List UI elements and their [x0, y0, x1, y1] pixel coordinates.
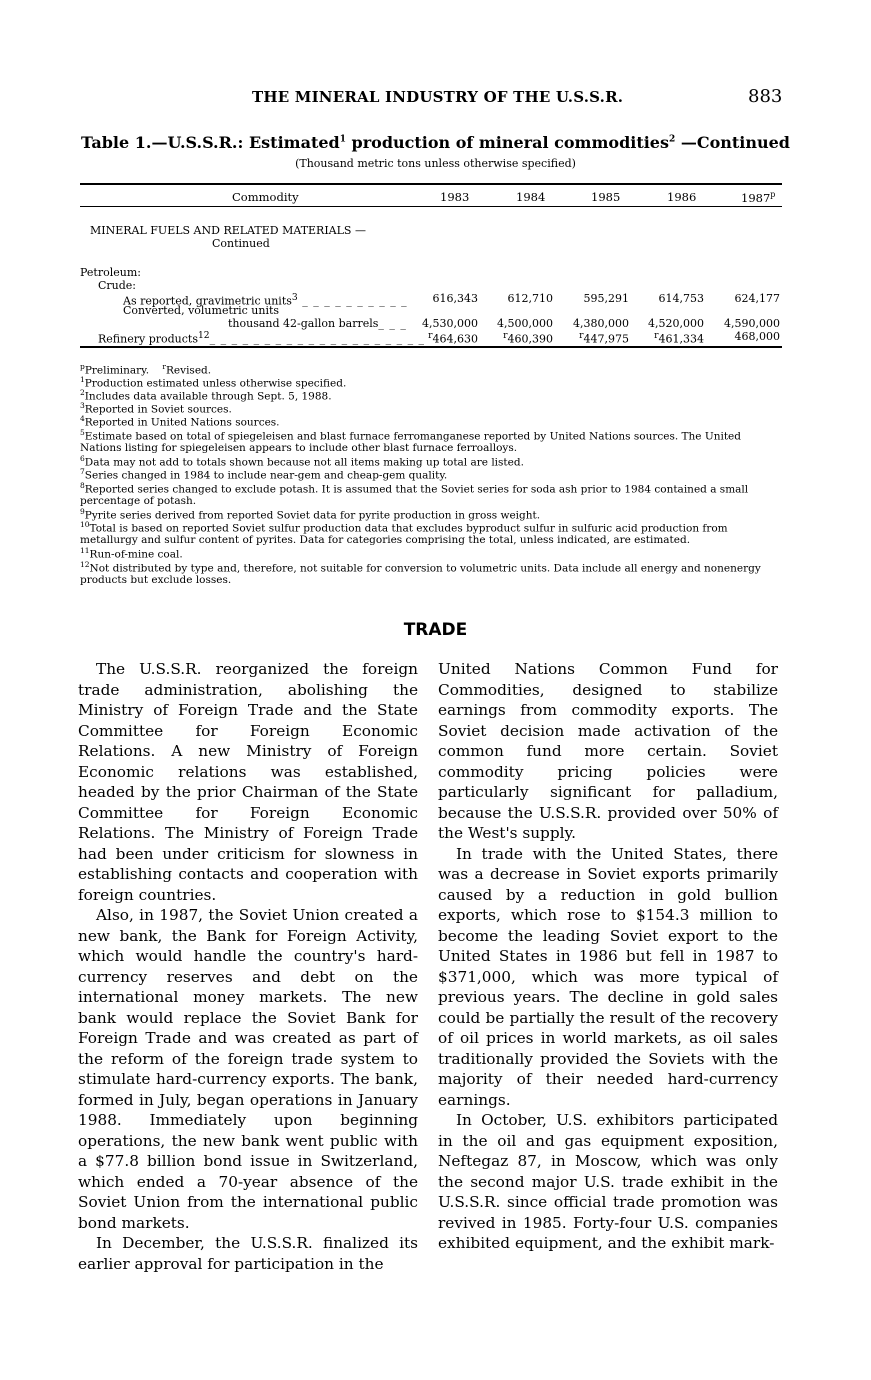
footnote [80, 519, 782, 547]
footnote-text: Includes data available through Sept. 5, 1988. [84, 390, 332, 403]
footnote-marker: 7 [80, 467, 85, 476]
footnote [80, 480, 782, 508]
table-title-part: production of mineral commodities [345, 133, 669, 152]
paragraph: In October, U.S. exhibitors participated in the oil and gas equipment exposition, Neftegaz 87, in Moscow, which was only the second major U.S. trade exhibit in the U.S.S.R. since official trade promotion was revived in 1985. Forty-four U.S. companies exhibited equipment, and the exhibit mark- [438, 1111, 778, 1252]
revised-marker: r [503, 330, 508, 341]
column-header-1985: 1985 [591, 190, 621, 204]
column-header-commodity: Commodity [232, 190, 299, 204]
footnote-marker: 1 [80, 375, 85, 384]
table-cell: 4,520,000 [648, 317, 704, 330]
section-label: MINERAL FUELS AND RELATED MATERIALS — [90, 224, 366, 237]
footnote-text: Not distributed by type and, therefore, not suitable for conversion to volumetric units. Data include all energy and nonenergy products but exclude losses. [80, 562, 761, 586]
table-cell [624, 330, 704, 346]
revised-marker: r [654, 330, 659, 341]
paragraph: In December, the U.S.S.R. finalized its earlier approval for participation in the [78, 1234, 418, 1273]
footnote-marker: 2 [80, 388, 85, 397]
footnote-text: Pyrite series derived from reported Soviet data for pyrite production in gross weight. [84, 509, 541, 522]
footnote-text: Reported in Soviet sources. [84, 403, 232, 416]
table-cell: 4,530,000 [422, 317, 478, 330]
paragraph: The U.S.S.R. reorganized the foreign trade administration, abolishing the Ministry of Foreign Trade and the State Committee for Foreign Economic Relations. A new Ministry of Foreign Economic relations was established, headed by the prior Chairman of the State Committee for Foreign Economic Relations. The Ministry of Foreign Trade had been under criticism for slowness in establishing contacts and cooperation with foreign countries. [78, 660, 418, 904]
row-group-petroleum: Petroleum: [80, 266, 141, 279]
footnote-text: Production estimated unless otherwise specified. [84, 377, 347, 390]
table-cell: 4,380,000 [573, 317, 629, 330]
table-title-part: —Continued [675, 133, 790, 152]
row-label-text: As reported, gravimetric units [123, 294, 292, 308]
table-cell [549, 330, 629, 346]
table-cell: 4,500,000 [497, 317, 553, 330]
footnote-marker: 12 [80, 560, 90, 569]
table-cell: 616,343 [432, 292, 478, 305]
footnote-marker: 10 [80, 520, 90, 529]
revised-marker: r [428, 330, 433, 341]
table-header-rule [80, 206, 782, 207]
footnote [80, 427, 782, 455]
row-label-converted: Converted, volumetric units [123, 304, 280, 317]
table-cell-value: 447,975 [583, 332, 629, 346]
column-header-year: 1987 [741, 190, 771, 205]
row-label-text: Refinery products [98, 332, 198, 346]
footnote-ref: 3 [291, 292, 298, 303]
footnote-marker: 4 [80, 414, 85, 423]
table-cell: 624,177 [734, 292, 780, 305]
footnote-text: Reported series changed to exclude potash. It is assumed that the Soviet series for soda ash prior to 1984 contained a small percentage of potash. [80, 483, 749, 507]
section-label-continued: Continued [212, 237, 270, 250]
dot-leader: _ _ _ _ _ _ _ _ _ _ [297, 294, 408, 308]
footnote-text: Run-of-mine coal. [89, 548, 183, 561]
table-cell [473, 330, 553, 346]
page-number: 883 [748, 86, 783, 107]
paragraph: Also, in 1987, the Soviet Union created a new bank, the Bank for Foreign Activity, which would handle the country's hard-currency reserves and debt on the international money markets. The new bank would replace the Soviet Bank for Foreign Trade and was created as part of the reform of the foreign trade system to stimulate hard-currency exports. The bank, formed in July, began operations in January 1988. Immediately upon beginning operations, the new bank went public with a $77.8 billion bond issue in Switzerland, which ended a 70-year absence of the Soviet Union from the international public bond markets. [78, 906, 418, 1232]
revised-marker: r [579, 330, 584, 341]
table-cell: 468,000 [734, 330, 780, 343]
footnote-text: Data may not add to totals shown because not all items making up total are listed. [84, 456, 524, 469]
column-header-1986: 1986 [667, 190, 697, 204]
footnote-text: Reported in United Nations sources. [84, 416, 280, 429]
footnote-text: Series changed in 1984 to include near-gem and cheap-gem quality. [84, 469, 448, 482]
column-header-1987 [741, 190, 775, 205]
table-cell: 4,590,000 [724, 317, 780, 330]
paragraph: In trade with the United States, there was a decrease in Soviet exports primarily caused by a reduction in gold bullion exports, which rose to $154.3 million to become the leading Soviet export to the United States in 1986 but fell in 1987 to $371,000, which was more typical of previous years. The decline in gold sales could be partially the result of the recovery of oil prices in world markets, as oil sales traditionally provided the Soviets with the majority of their needed hard-currency earnings. [438, 844, 778, 1109]
table-cell-value: 461,334 [658, 332, 704, 346]
table-cell: 595,291 [583, 292, 629, 305]
footnote [80, 559, 782, 587]
row-label-text: thousand 42-gallon barrels [228, 317, 379, 330]
dot-leader: _ _ _ _ _ _ _ _ _ _ _ _ _ _ _ _ _ _ _ _ [209, 332, 426, 346]
footnote-text: Estimate based on total of spiegeleisen and blast furnace ferromanganese reported by United Nations sources. The United Nations listing for spiegeleisen appears to include other blast furnace ferroalloys. [80, 430, 741, 454]
footnote-marker: p [80, 362, 85, 371]
footnote-marker: r [162, 362, 167, 371]
dot-leader: _ _ _ [378, 317, 407, 330]
column-header-1984: 1984 [516, 190, 546, 204]
table-title [0, 133, 871, 152]
footnote-ref: p [770, 190, 776, 199]
footnote-ref: 1 [339, 134, 346, 145]
footnote-ref: 12 [197, 330, 210, 341]
table-bottom-rule [80, 346, 782, 348]
footnote-marker: 5 [80, 428, 85, 437]
footnote-marker: 6 [80, 454, 85, 463]
footnote-text: Revised. [166, 364, 212, 377]
footnote-text: Preliminary. [84, 364, 150, 377]
footnote-marker: 8 [80, 481, 85, 490]
body-column-left [78, 659, 418, 1274]
column-header-1983: 1983 [440, 190, 470, 204]
table-top-rule [80, 183, 782, 185]
footnote-marker: 11 [80, 546, 90, 555]
row-group-crude: Crude: [98, 279, 137, 292]
paragraph-continued: United Nations Common Fund for Commodities, designed to stabilize earnings from commodity exports. The Soviet decision made activation of the common fund more certain. Soviet commodity pricing policies were particularly significant for palladium, because the U.S.S.R. provided over 50% of the West's supply. [438, 660, 778, 842]
footnote-text: Total is based on reported Soviet sulfur production data that excludes byproduct sulfur in sulfuric acid production from metallurgy and sulfur content of pyrites. Data for categories comprising the total, unless indicated, are estimated. [80, 522, 728, 546]
body-column-right [438, 659, 778, 1254]
table-units: (Thousand metric tons unless otherwise specified) [295, 157, 576, 170]
row-label-refinery [98, 330, 425, 346]
table-title-part: Table 1.—U.S.S.R.: Estimated [81, 133, 340, 152]
table-cell: 612,710 [507, 292, 553, 305]
table-cell [398, 330, 478, 346]
running-title: THE MINERAL INDUSTRY OF THE U.S.S.R. [252, 88, 624, 106]
table-cell: 614,753 [658, 292, 704, 305]
row-label-barrels [228, 317, 407, 330]
footnote-marker: 9 [80, 507, 85, 516]
footnote-marker: 3 [80, 401, 85, 410]
section-heading-trade: TRADE [403, 620, 468, 640]
footnote-ref: 2 [669, 134, 676, 145]
table-cell-value: 460,390 [507, 332, 553, 346]
table-cell-value: 464,630 [432, 332, 478, 346]
